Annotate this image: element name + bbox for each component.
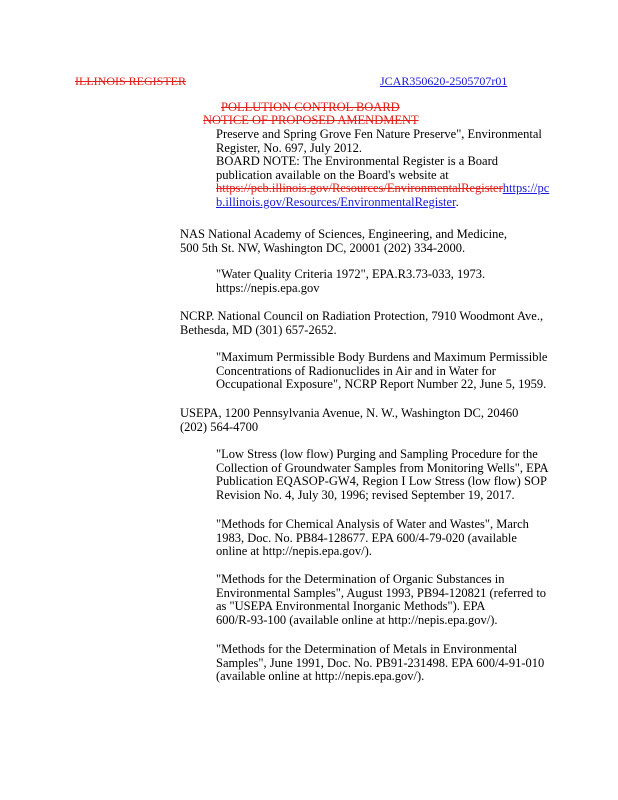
jcar-reference: JCAR350620-2505707r01 (380, 74, 508, 88)
text-line: "Low Stress (low flow) Purging and Sampling Procedure for the (216, 447, 538, 461)
nas-reference (216, 268, 485, 295)
text-line: Concentrations of Radionuclides in Air and in Water for (216, 363, 496, 378)
text-line: NCRP. National Council on Radiation Protection, 7910 Woodmont Ave., (180, 309, 544, 323)
inserted-url-end[interactable]: b.illinois.gov/Resources/EnvironmentalRegister (216, 194, 456, 209)
text-line: 1983, Doc. No. PB84-128677. EPA 600/4-79-020 (available (216, 530, 517, 545)
text-line: online at http://nepis.epa.gov/). (216, 544, 372, 558)
text-line: (available online at http://nepis.epa.gov/). (216, 669, 425, 683)
usepa-reference-low-stress (216, 448, 549, 502)
text-line: Collection of Groundwater Samples from Monitoring Wells", EPA (216, 460, 549, 475)
notice-title: NOTICE OF PROPOSED AMENDMENT (203, 113, 419, 127)
nas-entry (180, 228, 507, 255)
text-line: Register, No. 697, July 2012. (216, 140, 363, 155)
text-line: 500 5th St. NW, Washington DC, 20001 (202) 334-2000. (180, 240, 466, 255)
ncrp-entry (180, 310, 543, 337)
text-line: Bethesda, MD (301) 657-2652. (180, 322, 337, 337)
usepa-entry (180, 407, 518, 434)
usepa-reference-chemical-analysis (216, 518, 529, 559)
text-line: (202) 564-4700 (180, 419, 259, 434)
text-line: "Methods for the Determination of Organic Substances in (216, 572, 505, 586)
text-line: Publication EQASOP-GW4, Region I Low Stress (low flow) SOP (216, 474, 547, 488)
text-line: Preserve and Spring Grove Fen Nature Preserve", Environmental (216, 127, 542, 141)
text-line: Occupational Exposure", NCRP Report Number 22, June 5, 1959. (216, 377, 547, 391)
text-line: https://nepis.epa.gov (216, 280, 320, 295)
text-line: Environmental Samples", August 1993, PB94-120821 (referred to (216, 585, 547, 600)
text-line: NAS National Academy of Sciences, Engineering, and Medicine, (180, 227, 507, 241)
usepa-reference-organic-substances (216, 573, 546, 627)
text-line: BOARD NOTE: The Environmental Register is a Board (216, 154, 499, 168)
text-line: Revision No. 4, July 30, 1996; revised September 19, 2017. (216, 487, 515, 502)
text-line: Samples", June 1991, Doc. No. PB91-231498. EPA 600/4-91-010 (216, 655, 545, 670)
text-line: "Maximum Permissible Body Burdens and Maximum Permissible (216, 350, 548, 364)
text-line: "Methods for Chemical Analysis of Water and Wastes", March (216, 517, 529, 531)
text-line: "Water Quality Criteria 1972", EPA.R3.73-033, 1973. (216, 267, 486, 281)
deleted-url: https://pcb.illinois.gov/Resources/EnvironmentalRegister (216, 181, 503, 195)
register-header: ILLINOIS REGISTER (75, 74, 186, 88)
url-line-2: b.illinois.gov/Resources/EnvironmentalRegister. (216, 194, 459, 209)
text-line: publication available on the Board's website at (216, 167, 449, 182)
text-line: "Methods for the Determination of Metals in Environmental (216, 642, 518, 656)
text-line: USEPA, 1200 Pennsylvania Avenue, N. W., Washington DC, 20460 (180, 406, 519, 420)
url-line (216, 182, 549, 196)
board-title: POLLUTION CONTROL BOARD (221, 100, 400, 114)
inserted-url-start[interactable]: https://pc (502, 181, 550, 195)
preserve-reference-block (216, 128, 549, 209)
ncrp-reference (216, 351, 547, 392)
text-line: 600/R-93-100 (available online at http://nepis.epa.gov/). (216, 612, 498, 627)
text-line: as "USEPA Environmental Inorganic Methods"). EPA (216, 599, 486, 613)
usepa-reference-metals (216, 643, 544, 684)
